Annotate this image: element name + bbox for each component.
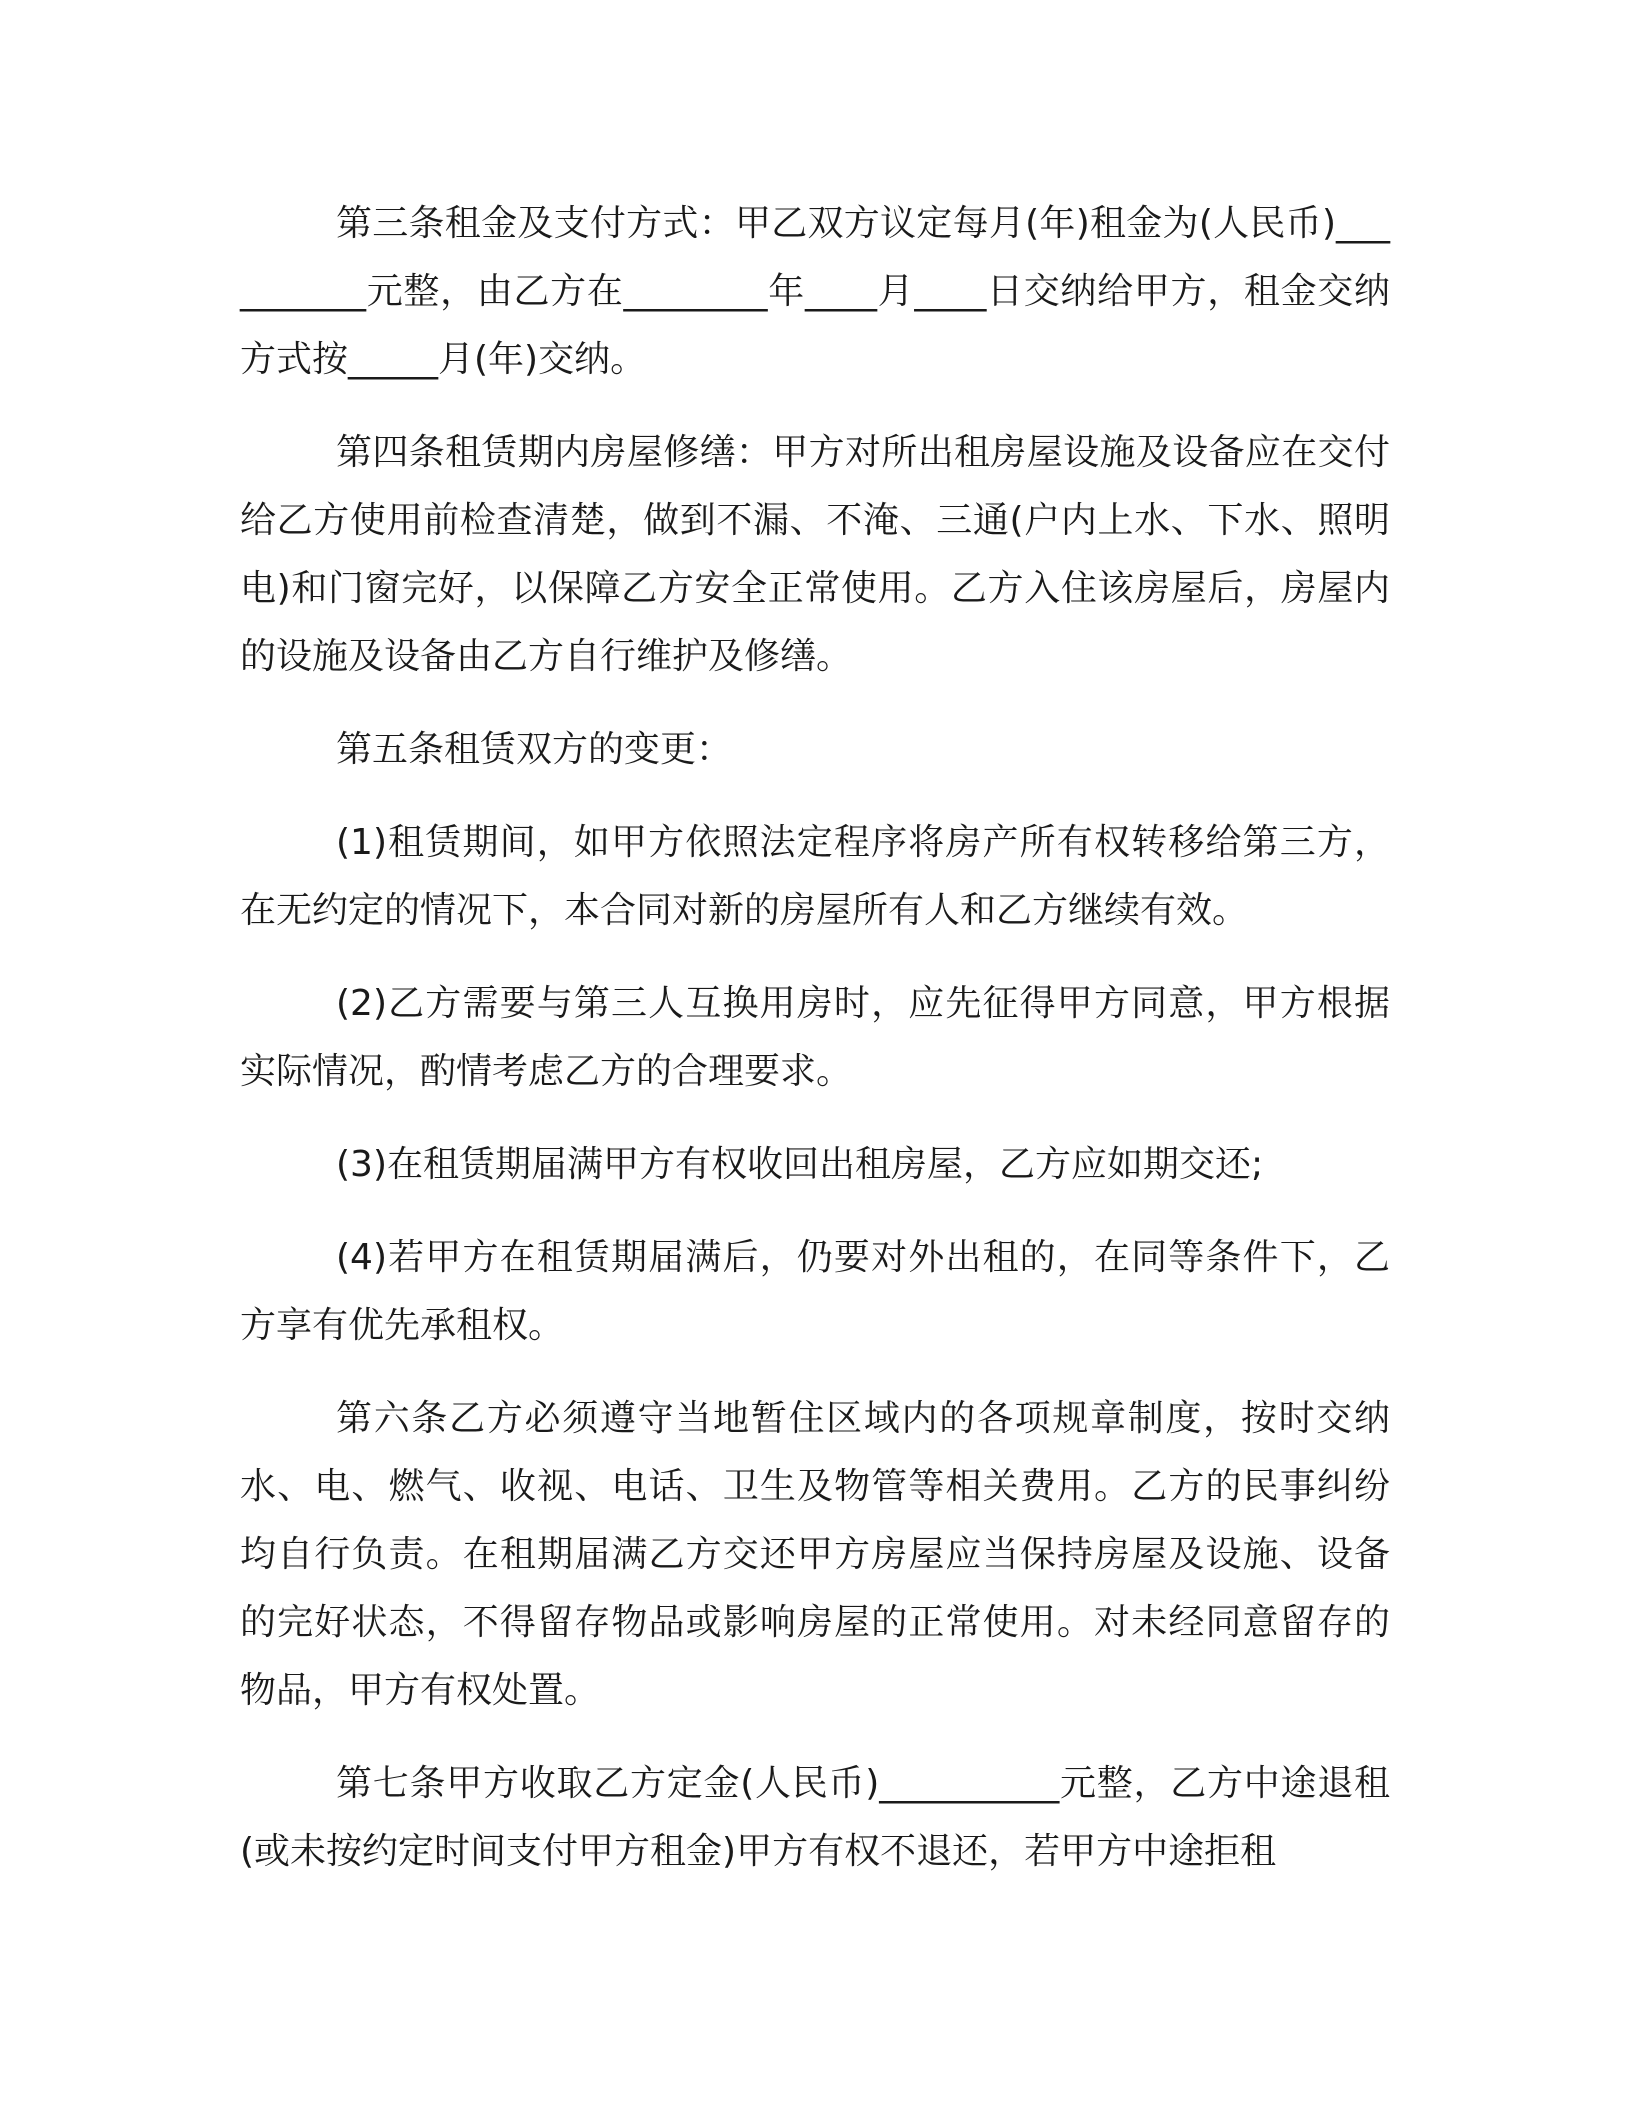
clause-7-deposit: 第七条甲方收取乙方定金(人民币)__________元整，乙方中途退租(或未按约定时间支付甲方租金)甲方有权不退还，若甲方中途拒租 <box>240 1763 1390 1872</box>
clause-5-item-2: (2)乙方需要与第三人互换用房时，应先征得甲方同意，甲方根据实际情况，酌情考虑乙方的合理要求。 <box>240 983 1390 1092</box>
clause-4-repairs: 第四条租赁期内房屋修缮：甲方对所出租房屋设施及设备应在交付给乙方使用前检查清楚，做到不漏、不淹、三通(户内上水、下水、照明电)和门窗完好，以保障乙方安全正常使用。乙方入住该房屋后，房屋内的设施及设备由乙方自行维护及修缮。 <box>240 432 1390 677</box>
clause-5-item-3: (3)在租赁期届满甲方有权收回出租房屋，乙方应如期交还; <box>336 1144 1264 1185</box>
clause-5-item-4: (4)若甲方在租赁期届满后，仍要对外出租的，在同等条件下，乙方享有优先承租权。 <box>240 1237 1390 1346</box>
clause-5-item-1: (1)租赁期间，如甲方依照法定程序将房产所有权转移给第三方，在无约定的情况下，本合同对新的房屋所有人和乙方继续有效。 <box>240 822 1390 931</box>
clause-6-tenant-obligations: 第六条乙方必须遵守当地暂住区域内的各项规章制度，按时交纳水、电、燃气、收视、电话、卫生及物管等相关费用。乙方的民事纠纷均自行负责。在租期届满乙方交还甲方房屋应当保持房屋及设施、设备的完好状态，不得留存物品或影响房屋的正常使用。对未经同意留存的物品，甲方有权处置。 <box>240 1398 1390 1711</box>
document-body <box>240 190 1390 1911</box>
clause-5-heading: 第五条租赁双方的变更： <box>336 729 733 770</box>
clause-3-rent-payment: 第三条租金及支付方式：甲乙双方议定每月(年)租金为(人民币)__________元整，由乙方在________年____月____日交纳给甲方，租金交纳方式按_____月(年)交纳。 <box>240 203 1390 380</box>
